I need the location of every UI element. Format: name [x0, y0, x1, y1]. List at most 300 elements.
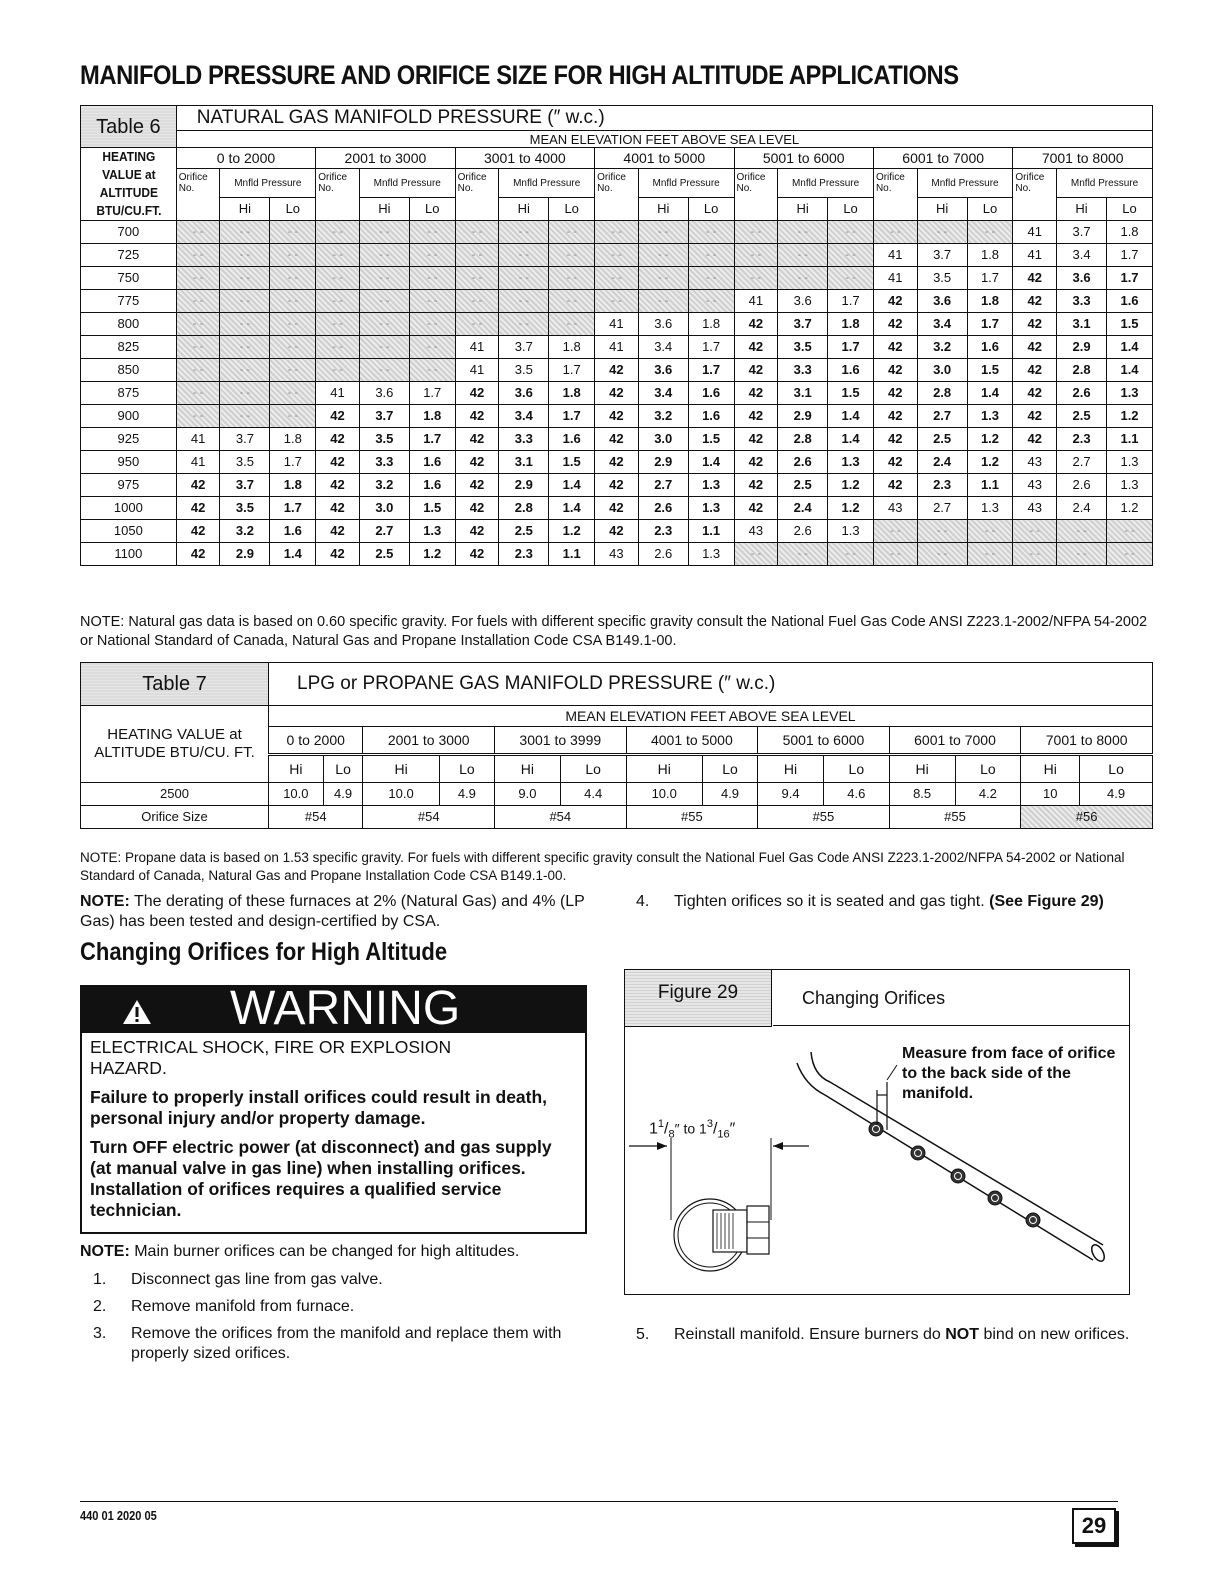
btu-value: 875 — [81, 382, 177, 405]
blank-cell: - - — [316, 313, 360, 336]
table-cell: 2.6 — [638, 543, 688, 566]
blank-cell: - - — [270, 267, 316, 290]
table6-hi-label: Hi — [778, 198, 828, 221]
blank-cell: - - — [688, 267, 734, 290]
table7-hi-label: Hi — [269, 755, 324, 783]
table-cell: 3.0 — [638, 428, 688, 451]
blank-cell: - - — [455, 221, 499, 244]
table-cell: 41 — [176, 451, 220, 474]
table-cell: 42 — [873, 290, 917, 313]
dimension-label: $1^1/_8''$ to $1^3/_{16}''$ — [649, 1118, 736, 1141]
table-cell: 1.7 — [409, 428, 455, 451]
table7-note: NOTE: Propane data is based on 1.53 specific gravity. For fuels with different specific gravity consult the National Fuel Gas Code ANSI Z223.1-2002/NFPA 54-2002 or National Standard of Canada, Natural Gas and Propane Installation Code CSA B149.1-00. — [80, 850, 1125, 883]
table6-mnfld-label: Mnfld Pressure — [359, 169, 455, 198]
table-cell: 42 — [176, 497, 220, 520]
table7-heat-header: HEATING VALUE at ALTITUDE BTU/CU. FT. — [81, 706, 269, 783]
table-cell: 1.6 — [409, 474, 455, 497]
table-cell: 2.5 — [499, 520, 549, 543]
blank-cell: - - — [359, 359, 409, 382]
table-cell: 3.7 — [220, 474, 270, 497]
table-cell: 2.5 — [359, 543, 409, 566]
table-cell: 42 — [316, 405, 360, 428]
table6-mnfld-label: Mnfld Pressure — [638, 169, 734, 198]
table-cell: 41 — [873, 267, 917, 290]
table-cell: 1.5 — [409, 497, 455, 520]
table-cell: 42 — [176, 474, 220, 497]
table-row — [81, 336, 1153, 359]
table-row — [81, 806, 1153, 829]
table-cell: 1.1 — [688, 520, 734, 543]
table-cell: 1.7 — [1107, 267, 1153, 290]
blank-cell: - - — [270, 290, 316, 313]
table6-orifice-label: Orifice No. — [1013, 169, 1057, 221]
table6-lo-label: Lo — [409, 198, 455, 221]
table-cell: 1.3 — [688, 474, 734, 497]
table-cell: 42 — [455, 405, 499, 428]
blank-cell: - - — [828, 267, 874, 290]
table7-range-3: 4001 to 5000 — [626, 727, 758, 755]
blank-cell: - - — [359, 313, 409, 336]
table-cell: 1.7 — [270, 451, 316, 474]
table-row — [81, 428, 1153, 451]
table-cell: 3.4 — [499, 405, 549, 428]
blank-cell: - - — [176, 382, 220, 405]
table-cell: 3.2 — [359, 474, 409, 497]
table-cell: 42 — [316, 428, 360, 451]
table-cell: 42 — [1013, 336, 1057, 359]
blank-cell: - - — [270, 336, 316, 359]
table-cell: 1.6 — [270, 520, 316, 543]
table-cell: 1.3 — [409, 520, 455, 543]
table-cell: 2.6 — [1057, 474, 1107, 497]
blank-cell: - - — [270, 221, 316, 244]
table-cell: 2.6 — [778, 451, 828, 474]
table-cell: 1.4 — [1107, 359, 1153, 382]
table7-hi-label: Hi — [626, 755, 702, 783]
blank-cell: - - — [967, 221, 1013, 244]
table-cell: 41 — [455, 359, 499, 382]
table-row — [81, 405, 1153, 428]
steps-list — [93, 1270, 603, 1371]
table-cell: 43 — [734, 520, 778, 543]
blank-cell: - - — [270, 405, 316, 428]
table-cell: 2.8 — [499, 497, 549, 520]
table-cell: 10.0 — [269, 783, 324, 806]
table-cell: 42 — [734, 451, 778, 474]
blank-cell: - - — [778, 543, 828, 566]
table-cell: 42 — [873, 313, 917, 336]
table-cell: 3.6 — [638, 313, 688, 336]
table-cell: 10.0 — [363, 783, 439, 806]
table-cell: 1.4 — [967, 382, 1013, 405]
btu-value: 775 — [81, 290, 177, 313]
step-4: 4. Tighten orifices so it is seated and gas tight. (See Figure 29) — [636, 893, 1104, 910]
table-cell: 42 — [873, 428, 917, 451]
table-cell: 1.7 — [688, 336, 734, 359]
table6-lo-label: Lo — [967, 198, 1013, 221]
blank-cell: - - — [778, 267, 828, 290]
table-cell: 42 — [595, 382, 639, 405]
table-cell: 1.2 — [549, 520, 595, 543]
table-row — [81, 382, 1153, 405]
blank-cell: - - — [220, 336, 270, 359]
blank-cell: - - — [409, 267, 455, 290]
blank-cell: - - — [549, 244, 595, 267]
table-cell: 2.4 — [917, 451, 967, 474]
table-cell: 42 — [734, 428, 778, 451]
table-cell: 3.4 — [638, 336, 688, 359]
table7-lo-label: Lo — [702, 755, 757, 783]
table6-hi-label: Hi — [499, 198, 549, 221]
warning-hazard: ELECTRICAL SHOCK, FIRE OR EXPLOSION HAZARD. — [90, 1037, 452, 1078]
table-cell: 2.3 — [499, 543, 549, 566]
table-cell: 1.7 — [270, 497, 316, 520]
blank-cell: - - — [828, 543, 874, 566]
blank-cell: - - — [176, 359, 220, 382]
blank-cell: - - — [359, 267, 409, 290]
table-cell: 1.5 — [1107, 313, 1153, 336]
blank-cell: - - — [220, 313, 270, 336]
table6-range-3: 4001 to 5000 — [595, 148, 734, 169]
table-cell: 1.4 — [1107, 336, 1153, 359]
table-cell: 42 — [455, 451, 499, 474]
btu-value: 800 — [81, 313, 177, 336]
table-cell: 42 — [455, 543, 499, 566]
figure-callout: Measure from face of orifice to the back side of the manifold. — [902, 1045, 1116, 1102]
table-cell: 2.7 — [917, 405, 967, 428]
table-cell: 42 — [316, 520, 360, 543]
blank-cell: - - — [1107, 520, 1153, 543]
blank-cell: - - — [499, 313, 549, 336]
table7-range-2: 3001 to 3999 — [495, 727, 627, 755]
table-cell: 4.9 — [439, 783, 494, 806]
table-cell: 2.7 — [1057, 451, 1107, 474]
blank-cell: - - — [1057, 543, 1107, 566]
blank-cell: - - — [595, 290, 639, 313]
table-cell: 1.8 — [409, 405, 455, 428]
table-cell: 42 — [873, 474, 917, 497]
table-cell: 1.8 — [828, 313, 874, 336]
table-cell: 3.2 — [220, 520, 270, 543]
table-cell: 42 — [595, 428, 639, 451]
warning-paragraph-2: Turn OFF electric power (at disconnect) and gas supply (at manual valve in gas line) when installing orifices. Installation of orifices requires a qualified service technician. — [90, 1137, 552, 1220]
table-cell: 1.5 — [967, 359, 1013, 382]
blank-cell: - - — [873, 520, 917, 543]
table-cell: 41 — [595, 313, 639, 336]
table-cell: 1.2 — [1107, 405, 1153, 428]
table-cell: 3.4 — [638, 382, 688, 405]
table7-range-0: 0 to 2000 — [269, 727, 363, 755]
table7-lo-label: Lo — [323, 755, 363, 783]
blank-cell: - - — [220, 244, 270, 267]
table-cell: 1.6 — [967, 336, 1013, 359]
table-cell: 42 — [873, 359, 917, 382]
table-cell: 1.6 — [1107, 290, 1153, 313]
table-cell: 1.8 — [1107, 221, 1153, 244]
table-row — [81, 783, 1153, 806]
table7-range-1: 2001 to 3000 — [363, 727, 495, 755]
table7-hi-label: Hi — [758, 755, 824, 783]
blank-cell: - - — [316, 267, 360, 290]
blank-cell: - - — [549, 221, 595, 244]
table-cell: 8.5 — [889, 783, 955, 806]
table7-lo-label: Lo — [439, 755, 494, 783]
table-cell: 1.3 — [828, 520, 874, 543]
table-cell: 42 — [455, 428, 499, 451]
blank-cell: - - — [967, 543, 1013, 566]
blank-cell: - - — [499, 244, 549, 267]
table-cell: 2.9 — [778, 405, 828, 428]
derating-note: NOTE: The derating of these furnaces at 2% (Natural Gas) and 4% (LP Gas) has been tested and design-certified by CSA. — [80, 893, 585, 930]
table6-range-6: 7001 to 8000 — [1013, 148, 1153, 169]
table-cell: 2.9 — [638, 451, 688, 474]
orifice-size: #54 — [363, 806, 495, 829]
table7-label: Table 7 — [81, 663, 269, 706]
table-cell: 9.4 — [758, 783, 824, 806]
table-cell: 1.6 — [688, 382, 734, 405]
table-cell: 1.8 — [967, 290, 1013, 313]
table-cell: 10.0 — [626, 783, 702, 806]
blank-cell: - - — [270, 244, 316, 267]
blank-cell: - - — [409, 336, 455, 359]
table-cell: 42 — [316, 543, 360, 566]
blank-cell: - - — [316, 290, 360, 313]
table-cell: 1.3 — [967, 497, 1013, 520]
table-cell: 4.4 — [560, 783, 626, 806]
table-cell: 43 — [873, 497, 917, 520]
blank-cell: - - — [220, 405, 270, 428]
table7-hi-label: Hi — [1021, 755, 1080, 783]
table-cell: 3.7 — [220, 428, 270, 451]
table-cell: 2.9 — [1057, 336, 1107, 359]
table-cell: 42 — [734, 359, 778, 382]
table6-range-4: 5001 to 6000 — [734, 148, 873, 169]
table-cell: 1.7 — [828, 290, 874, 313]
btu-value: 825 — [81, 336, 177, 359]
blank-cell: - - — [409, 313, 455, 336]
table-cell: 42 — [455, 520, 499, 543]
table-cell: 3.3 — [1057, 290, 1107, 313]
table-cell: 3.1 — [778, 382, 828, 405]
table-cell: 4.9 — [702, 783, 757, 806]
table6-range-2: 3001 to 4000 — [455, 148, 594, 169]
blank-cell: - - — [455, 267, 499, 290]
natural-gas-table — [80, 105, 1153, 566]
table-row — [81, 290, 1153, 313]
table-cell: 41 — [873, 244, 917, 267]
table-cell: 42 — [316, 474, 360, 497]
blank-cell: - - — [359, 221, 409, 244]
table-cell: 1.6 — [828, 359, 874, 382]
table6-lo-label: Lo — [688, 198, 734, 221]
table7-lo-label: Lo — [955, 755, 1021, 783]
table-cell: 41 — [455, 336, 499, 359]
blank-cell: - - — [409, 359, 455, 382]
table-cell: 1.6 — [409, 451, 455, 474]
table-cell: 42 — [734, 474, 778, 497]
table7-hi-label: Hi — [889, 755, 955, 783]
orifice-size: #54 — [495, 806, 627, 829]
table-cell: 3.5 — [220, 451, 270, 474]
blank-cell: - - — [176, 244, 220, 267]
blank-cell: - - — [917, 221, 967, 244]
blank-cell: - - — [917, 520, 967, 543]
table-cell: 3.5 — [778, 336, 828, 359]
blank-cell: - - — [778, 244, 828, 267]
table-cell: 1.2 — [828, 497, 874, 520]
table-cell: 1.8 — [688, 313, 734, 336]
table-cell: 2.4 — [1057, 497, 1107, 520]
table-cell: 3.2 — [638, 405, 688, 428]
blank-cell: - - — [688, 244, 734, 267]
table-cell: 3.6 — [778, 290, 828, 313]
table-row — [81, 474, 1153, 497]
blank-cell: - - — [917, 543, 967, 566]
warning-box — [80, 982, 587, 1234]
table-cell: 42 — [1013, 428, 1057, 451]
table-cell: 41 — [316, 382, 360, 405]
blank-cell: - - — [638, 290, 688, 313]
table7-lo-label: Lo — [1080, 755, 1153, 783]
table6-title: NATURAL GAS MANIFOLD PRESSURE (″ w.c.) — [176, 106, 1152, 131]
table-cell: 42 — [595, 359, 639, 382]
table-cell: 2.9 — [220, 543, 270, 566]
btu-value: 1000 — [81, 497, 177, 520]
blank-cell: - - — [778, 221, 828, 244]
table-cell: 3.5 — [917, 267, 967, 290]
btu-value: 975 — [81, 474, 177, 497]
table-cell: 3.5 — [220, 497, 270, 520]
table6-range-1: 2001 to 3000 — [316, 148, 455, 169]
blank-cell: - - — [176, 221, 220, 244]
table-cell: 1.5 — [828, 382, 874, 405]
table-cell: 1.3 — [688, 497, 734, 520]
table-cell: 3.6 — [499, 382, 549, 405]
table-cell: 9.0 — [495, 783, 561, 806]
table6-lo-label: Lo — [1107, 198, 1153, 221]
table6-range-5: 6001 to 7000 — [873, 148, 1012, 169]
blank-cell: - - — [220, 382, 270, 405]
blank-cell: - - — [638, 244, 688, 267]
blank-cell: - - — [176, 267, 220, 290]
table-cell: 3.6 — [917, 290, 967, 313]
table6-orifice-label: Orifice No. — [176, 169, 220, 221]
warning-paragraph-1: Failure to properly install orifices could result in death, personal injury and/or property damage. — [90, 1087, 548, 1128]
table-cell: 1.7 — [967, 267, 1013, 290]
blank-cell: - - — [220, 221, 270, 244]
table-cell: 42 — [455, 382, 499, 405]
blank-cell: - - — [316, 336, 360, 359]
warning-header — [82, 982, 585, 1035]
table-cell: 1.7 — [828, 336, 874, 359]
table-cell: 1.7 — [549, 405, 595, 428]
table-cell: 43 — [1013, 451, 1057, 474]
blank-cell: - - — [409, 290, 455, 313]
table-cell: 1.2 — [409, 543, 455, 566]
table7-range-5: 6001 to 7000 — [889, 727, 1021, 755]
table-cell: 10 — [1021, 783, 1080, 806]
table-cell: 3.7 — [359, 405, 409, 428]
table6-range-0: 0 to 2000 — [176, 148, 315, 169]
table6-lo-label: Lo — [270, 198, 316, 221]
blank-cell: - - — [828, 221, 874, 244]
table6-heat-header: HEATING VALUE at ALTITUDE BTU/CU.FT. — [84, 148, 172, 221]
blank-cell: - - — [359, 336, 409, 359]
blank-cell: - - — [316, 244, 360, 267]
table-cell: 42 — [734, 405, 778, 428]
table-cell: 1.5 — [688, 428, 734, 451]
table-cell: 2.8 — [917, 382, 967, 405]
table-cell: 42 — [595, 474, 639, 497]
table-cell: 42 — [595, 405, 639, 428]
blank-cell: - - — [409, 244, 455, 267]
blank-cell: - - — [688, 290, 734, 313]
table-cell: 42 — [734, 382, 778, 405]
table-cell: 42 — [734, 336, 778, 359]
table6-lo-label: Lo — [828, 198, 874, 221]
blank-cell: - - — [1107, 543, 1153, 566]
table6-orifice-label: Orifice No. — [316, 169, 360, 221]
table-cell: 1.3 — [1107, 474, 1153, 497]
blank-cell: - - — [359, 290, 409, 313]
table-cell: 3.3 — [359, 451, 409, 474]
table-cell: 42 — [455, 497, 499, 520]
table-cell: 1.3 — [688, 543, 734, 566]
table-row — [81, 543, 1153, 566]
page-title: MANIFOLD PRESSURE AND ORIFICE SIZE FOR HIGH ALTITUDE APPLICATIONS — [80, 60, 959, 90]
table-cell: 1.2 — [967, 451, 1013, 474]
blank-cell: - - — [176, 405, 220, 428]
blank-cell: - - — [595, 221, 639, 244]
table-cell: 1.2 — [967, 428, 1013, 451]
table-cell: 2.7 — [638, 474, 688, 497]
table-cell: 3.2 — [917, 336, 967, 359]
blank-cell: - - — [455, 244, 499, 267]
table6-hi-label: Hi — [359, 198, 409, 221]
blank-cell: - - — [734, 244, 778, 267]
table-cell: 2.9 — [499, 474, 549, 497]
table6-mnfld-label: Mnfld Pressure — [1057, 169, 1153, 198]
table-row — [81, 313, 1153, 336]
table-cell: 3.7 — [1057, 221, 1107, 244]
btu-value: 1100 — [81, 543, 177, 566]
blank-cell: - - — [1013, 543, 1057, 566]
btu-value: 850 — [81, 359, 177, 382]
table-cell: 42 — [1013, 313, 1057, 336]
blank-cell: - - — [734, 543, 778, 566]
btu-value: 700 — [81, 221, 177, 244]
table-cell: 42 — [176, 520, 220, 543]
table-cell: 1.4 — [549, 497, 595, 520]
blank-cell: - - — [499, 267, 549, 290]
blank-cell: - - — [270, 359, 316, 382]
table-cell: 1.4 — [549, 474, 595, 497]
table-cell: 2.3 — [917, 474, 967, 497]
blank-cell: - - — [549, 313, 595, 336]
table-cell: 1.3 — [828, 451, 874, 474]
table-cell: 42 — [595, 451, 639, 474]
step-2: 2. Remove manifold from furnace. — [93, 1298, 355, 1315]
table-cell: 42 — [734, 497, 778, 520]
table-cell: 1.2 — [1107, 497, 1153, 520]
table-cell: 43 — [1013, 474, 1057, 497]
figure-label: Figure 29 — [625, 970, 772, 1027]
table-cell: 42 — [316, 497, 360, 520]
table6-orifice-label: Orifice No. — [455, 169, 499, 221]
table-cell: 1.3 — [967, 405, 1013, 428]
blank-cell: - - — [595, 267, 639, 290]
table-cell: 41 — [176, 428, 220, 451]
